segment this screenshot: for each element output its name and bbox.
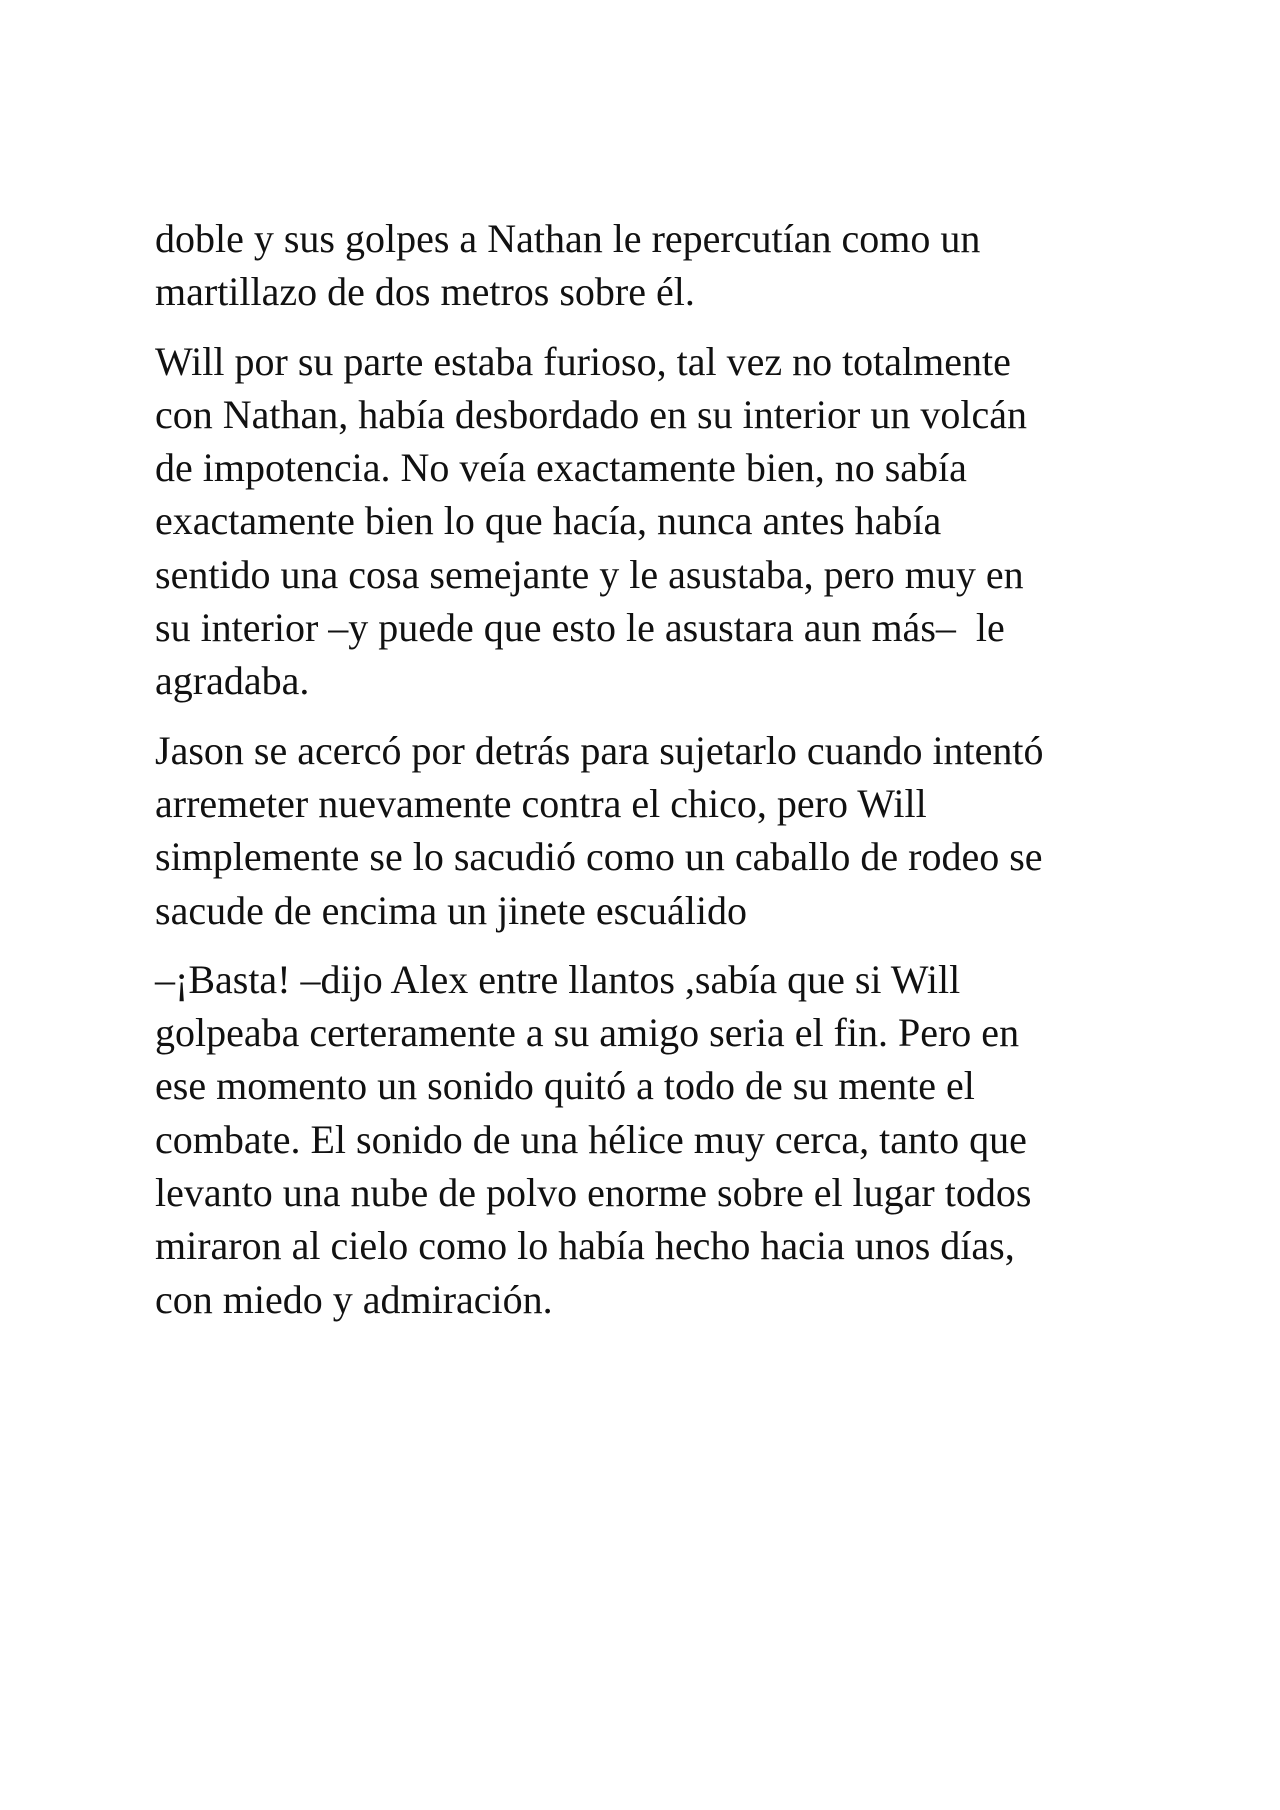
text-line: golpeaba certeramente a su amigo seria el fin. Pero en [155,1010,1020,1056]
text-line: Will por su parte estaba furioso, tal vez no totalmente [155,338,1011,384]
text-line: sentido una cosa semejante y le asustaba, pero muy en [155,551,1024,597]
text-line: con Nathan, había desbordado en su interior un volcán [155,391,1027,437]
text-line: agradaba. [155,658,310,704]
text-line: su interior –y puede que esto le asustara aun más– le [155,605,1005,651]
text-line: con miedo y admiración. [155,1276,553,1322]
text-line: sacude de encima un jinete escuálido [155,887,747,933]
paragraph [155,212,1135,319]
text-line: martillazo de dos metros sobre él. [155,269,695,315]
text-line: Jason se acercó por detrás para sujetarlo cuando intentó [155,727,1044,773]
paragraph [155,335,1135,708]
paragraph [155,724,1135,937]
text-line: combate. El sonido de una hélice muy cerca, tanto que [155,1116,1027,1162]
text-line: exactamente bien lo que hacía, nunca antes había [155,498,942,544]
text-line: miraron al cielo como lo había hecho hacia unos días, [155,1223,1015,1269]
text-line: –¡Basta! –dijo Alex entre llantos ,sabía que si Will [155,956,961,1002]
text-line: de impotencia. No veía exactamente bien, no sabía [155,445,967,491]
text-line: simplemente se lo sacudió como un caballo de rodeo se [155,834,1043,880]
text-line: levanto una nube de polvo enorme sobre el lugar todos [155,1170,1032,1216]
text-line: arremeter nuevamente contra el chico, pero Will [155,780,927,826]
paragraph [155,953,1135,1326]
text-line: doble y sus golpes a Nathan le repercutían como un [155,216,981,261]
text-line: ese momento un sonido quitó a todo de su mente el [155,1063,975,1109]
body-text [155,212,1135,1342]
